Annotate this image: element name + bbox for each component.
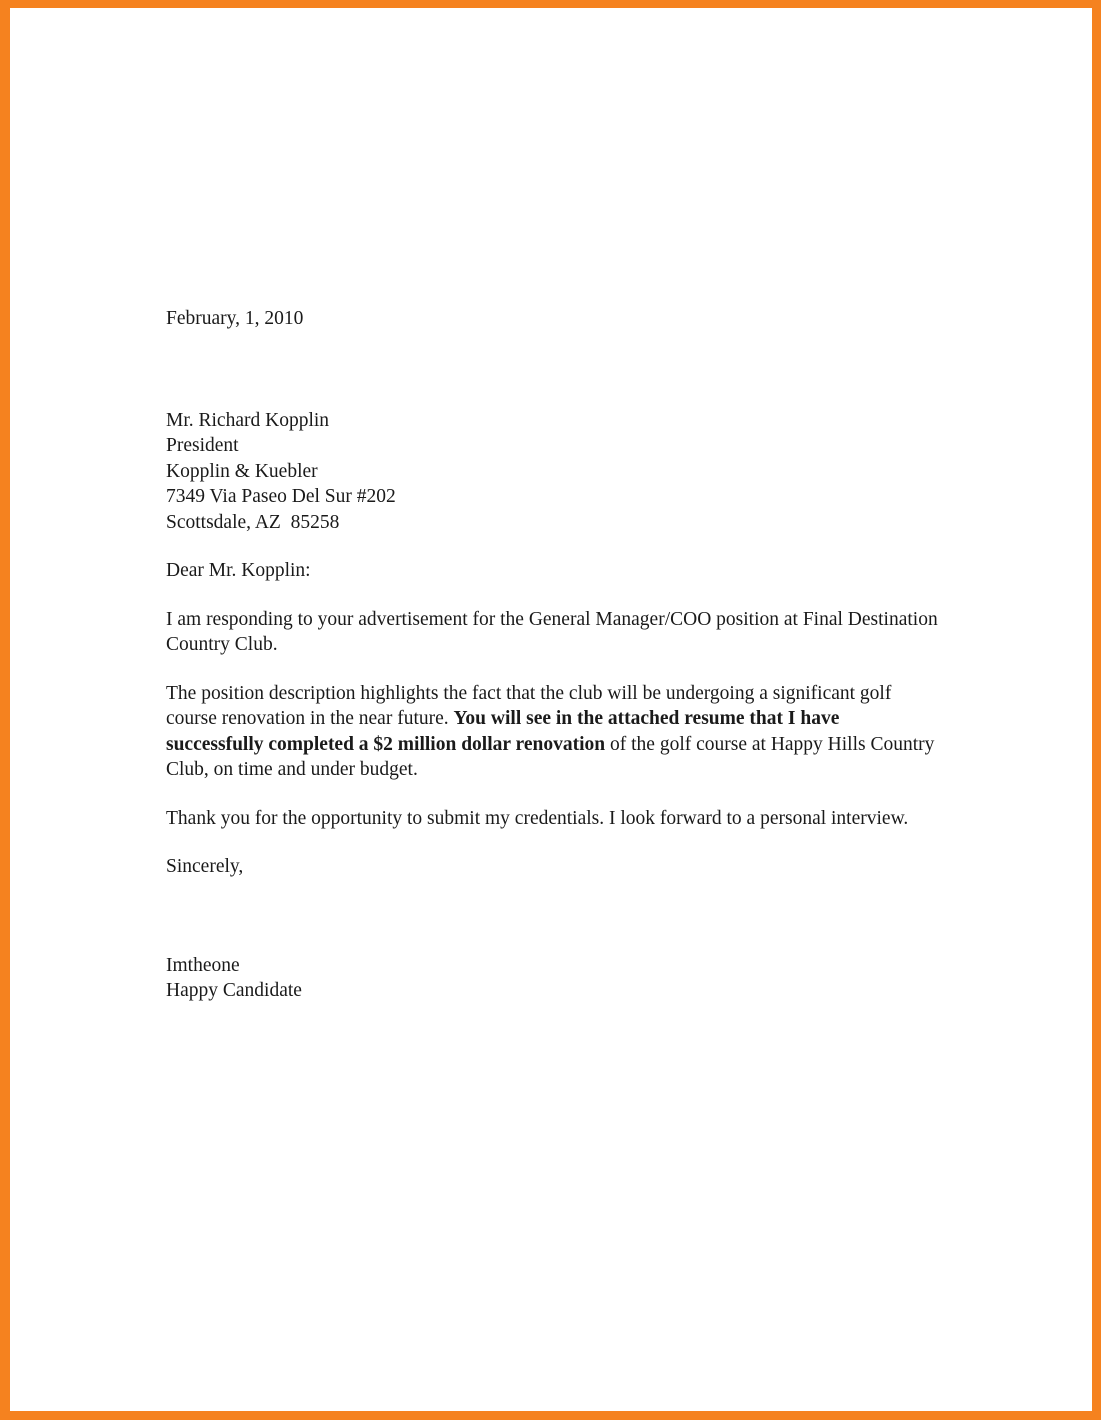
- recipient-city-state-zip: Scottsdale, AZ 85258: [166, 511, 340, 533]
- signature-name: Imtheone: [166, 954, 240, 976]
- recipient-title: President: [166, 435, 239, 456]
- paragraph-qualifications-tail: of the golf course at Happy Hills Country Club, on time and under budget.: [166, 733, 935, 780]
- recipient-street: 7349 Via Paseo Del Sur #202: [166, 486, 396, 507]
- letter-date: February, 1, 2010: [166, 308, 304, 329]
- recipient-address-block: [166, 408, 938, 536]
- paragraph-closing: Thank you for the opportunity to submit my credentials. I look forward to a personal interview.: [166, 807, 909, 829]
- paragraph-qualifications-lead: The position description highlights the fact that the club will be undergoing a significant golf course renovation in the near future.: [166, 682, 892, 729]
- paragraph-spacer-2: [166, 783, 938, 806]
- date-address-spacer: [166, 332, 938, 408]
- closing-salutation: Sincerely,: [166, 856, 244, 877]
- paragraph-opening: I am responding to your advertisement for the General Manager/COO position at Final Destination Country Club.: [166, 608, 938, 655]
- salutation-body-spacer: [166, 584, 938, 607]
- paragraph-spacer-1: [166, 658, 938, 681]
- paragraph-qualifications-emphasis: You will see in the attached resume that I have successfully completed a $2 million dollar renovation: [166, 708, 840, 755]
- recipient-name: Mr. Richard Kopplin: [166, 409, 330, 431]
- letter-body: [166, 306, 938, 1004]
- signature-block: [166, 953, 938, 1004]
- paragraph-spacer-3: [166, 831, 938, 854]
- recipient-company: Kopplin & Kuebler: [166, 460, 318, 482]
- paragraph-qualifications: [166, 681, 938, 783]
- signature-subtitle: Happy Candidate: [166, 980, 302, 1001]
- address-salutation-spacer: [166, 535, 938, 558]
- salutation: Dear Mr. Kopplin:: [166, 560, 311, 581]
- signature-space: [166, 880, 938, 953]
- letter-page: [10, 8, 1092, 1411]
